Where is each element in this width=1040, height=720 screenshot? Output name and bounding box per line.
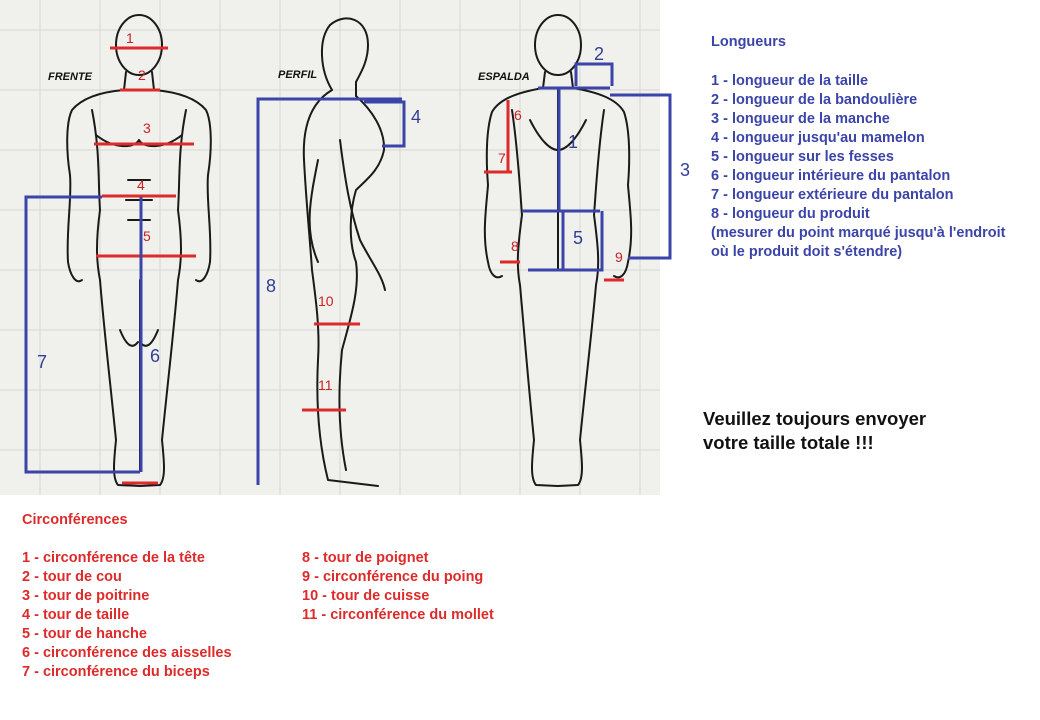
- circumference-item: 9 - circonférence du poing: [302, 569, 484, 585]
- circumference-item: 3 - tour de poitrine: [22, 588, 150, 604]
- front-marker-c1: 1: [126, 30, 134, 46]
- back-sleeve-bracket-overflow: [660, 0, 680, 270]
- body-sketch: [0, 0, 660, 495]
- profile-figure: [304, 18, 385, 486]
- profile-marker-c10: 10: [318, 293, 334, 309]
- back-marker-l3-label: 3: [680, 160, 691, 180]
- circumference-item: 8 - tour de poignet: [302, 550, 429, 566]
- lengths-title: Longueurs: [711, 34, 786, 50]
- lengths-item: 2 - longueur de la bandoulière: [711, 92, 918, 108]
- back-marker-c8: 8: [511, 238, 519, 254]
- warning-message: [703, 407, 1003, 455]
- circumference-item: 10 - tour de cuisse: [302, 588, 430, 604]
- front-marker-l7: 7: [37, 352, 48, 372]
- circumferences-list-col-2: [302, 549, 494, 625]
- lengths-item: 7 - longueur extérieure du pantalon: [711, 187, 954, 203]
- front-marker-c5: 5: [143, 228, 151, 244]
- profile-view-label: PERFIL: [278, 69, 318, 81]
- back-marker-c7: 7: [498, 150, 506, 166]
- circumferences-title: Circonférences: [22, 512, 128, 528]
- body-sketch-panel: [0, 0, 660, 495]
- front-marker-c4: 4: [137, 177, 145, 193]
- lengths-note: (mesurer du point marqué jusqu'à l'endroit où le produit doit s'étendre): [711, 225, 1006, 260]
- warning-line-2: votre taille totale !!!: [703, 432, 874, 453]
- lengths-item: 4 - longueur jusqu'au mamelon: [711, 130, 925, 146]
- front-marker-l6: 6: [150, 346, 161, 366]
- back-figure: [485, 15, 631, 486]
- back-marker-l2: 2: [594, 44, 605, 64]
- front-marker-c3: 3: [143, 120, 151, 136]
- front-figure: [67, 15, 211, 486]
- circumference-item: 7 - circonférence du biceps: [22, 664, 210, 680]
- circumference-item: 4 - tour de taille: [22, 607, 130, 623]
- back-marker-c9: 9: [615, 249, 623, 265]
- front-view-label: FRENTE: [48, 71, 92, 83]
- circumference-item: 11 - circonférence du mollet: [302, 607, 494, 623]
- back-marker-c6: 6: [514, 107, 522, 123]
- warning-line-1: Veuillez toujours envoyer: [703, 408, 927, 429]
- back-marker-l1: 1: [568, 132, 579, 152]
- lengths-item: 5 - longueur sur les fesses: [711, 149, 894, 165]
- circumference-item: 1 - circonférence de la tête: [22, 550, 205, 566]
- circumferences-list-col-1: [22, 549, 232, 682]
- lengths-item: 3 - longueur de la manche: [711, 111, 890, 127]
- circumference-item: 5 - tour de hanche: [22, 626, 147, 642]
- back-view-label: ESPALDA: [478, 71, 530, 83]
- profile-marker-l8: 8: [266, 276, 277, 296]
- lengths-item: 1 - longueur de la taille: [711, 73, 869, 89]
- front-marker-c2: 2: [138, 67, 146, 83]
- lengths-item: 6 - longueur intérieure du pantalon: [711, 168, 951, 184]
- circumference-item: 6 - circonférence des aisselles: [22, 645, 232, 661]
- lengths-item: 8 - longueur du produit: [711, 206, 870, 222]
- front-measure-lines: [26, 48, 196, 483]
- circumference-item: 2 - tour de cou: [22, 569, 122, 585]
- back-marker-l5: 5: [573, 228, 584, 248]
- profile-marker-c11: 11: [318, 377, 333, 393]
- profile-marker-l4: 4: [411, 107, 422, 127]
- lengths-list: [711, 72, 1031, 224]
